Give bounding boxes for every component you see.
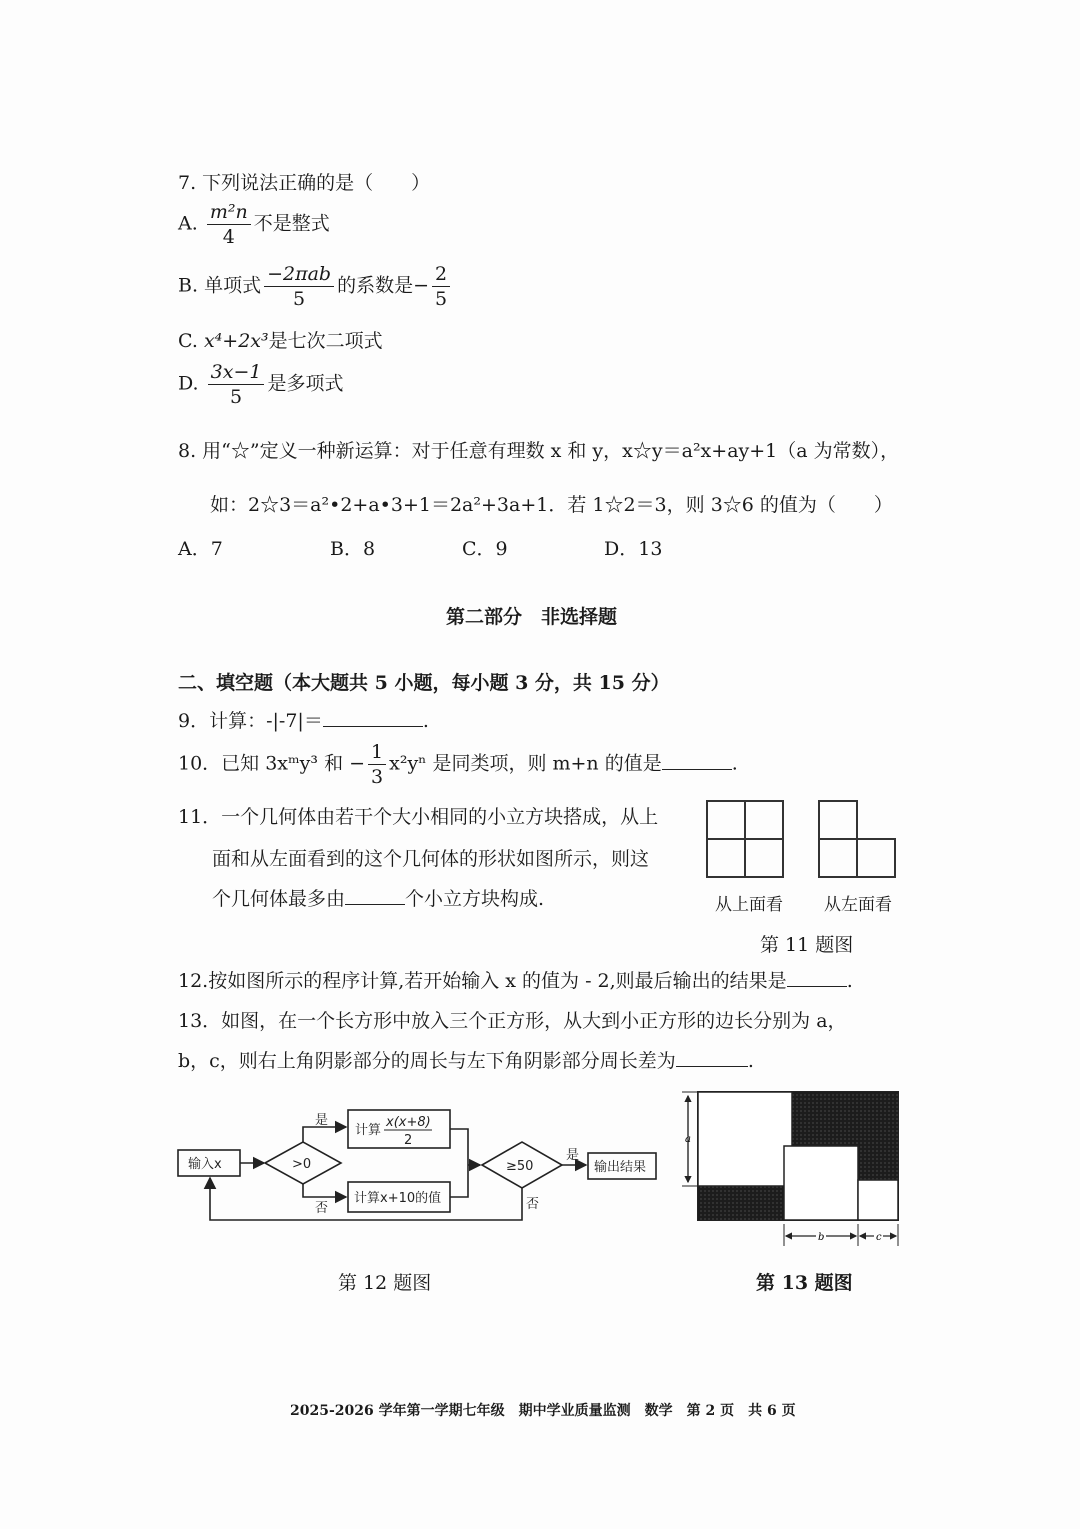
section2-title: 二、填空题（本大题共 5 小题，每小题 3 分，共 15 分） <box>178 672 670 694</box>
q7-b-den: 5 <box>293 288 306 310</box>
q11-left-view-label: 从左面看 <box>824 895 892 915</box>
q12-answer-blank[interactable] <box>787 968 847 987</box>
top-view-cell <box>706 800 746 840</box>
q7-d-den: 5 <box>230 386 243 408</box>
q10-post: x²yⁿ 是同类项，则 m+n 的值是 <box>389 752 662 775</box>
q12-caption: 第 12 题图 <box>338 1272 432 1294</box>
q10-end: . <box>731 752 738 775</box>
q7-b-num2: 2 <box>432 262 450 287</box>
q10-fraction <box>368 740 386 789</box>
q13-line1: 13．如图，在一个长方形中放入三个正方形，从大到小正方形的边长分别为 a， <box>178 1010 847 1032</box>
q8-option-d: D．13 <box>604 538 663 560</box>
flow-no2-text: 否 <box>526 1197 540 1212</box>
q13-label-b: b <box>818 1232 825 1243</box>
q8-option-b: B．8 <box>330 538 376 560</box>
q11-line3a: 个几何体最多由 <box>212 888 346 910</box>
q7-option-d <box>178 360 343 409</box>
q11-line3b: 个小立方块构成. <box>405 888 545 910</box>
q13-answer-blank[interactable] <box>676 1048 748 1067</box>
q8-option-c: C．9 <box>462 538 508 560</box>
flow-output-text: 输出结果 <box>594 1160 647 1175</box>
q12 <box>178 966 853 993</box>
q10-answer-blank[interactable] <box>662 751 732 770</box>
flow-input-text: 输入x <box>188 1157 222 1172</box>
q11-line2: 面和从左面看到的这个几何体的形状如图所示，则这 <box>212 848 650 870</box>
q8-option-a: A．7 <box>178 538 223 560</box>
q7-a-den: 4 <box>222 226 235 248</box>
q13-line2: b，c，则右上角阴影部分的周长与左下角阴影部分周长差为 <box>178 1050 676 1072</box>
q9-text: 9．计算：-|-7|＝ <box>178 710 323 732</box>
q13-square-b <box>784 1146 858 1220</box>
q11-answer-blank[interactable] <box>345 886 405 905</box>
q7-c-label: C. <box>178 330 198 352</box>
flow-cond1-text: >0 <box>292 1157 312 1172</box>
q11-top-view-label: 从上面看 <box>715 895 783 915</box>
q7-c-expr: x⁴+2x³ <box>203 330 269 352</box>
left-view-cell <box>856 838 896 878</box>
q12-end: . <box>846 970 853 992</box>
left-view-cell <box>818 800 858 840</box>
q9-end: . <box>422 710 429 732</box>
q7-b-num: −2πab <box>264 262 334 287</box>
flow-calc1-num: x(x+8) <box>386 1115 431 1130</box>
q7-b-label: B. <box>178 274 199 297</box>
q7-option-c <box>178 326 383 353</box>
q7-option-a <box>178 200 330 249</box>
q7-d-fraction <box>208 360 265 409</box>
top-view-cell <box>706 838 746 878</box>
flow-cond2-text: ≥50 <box>506 1159 534 1174</box>
q12-flowchart <box>170 1100 670 1240</box>
q7-a-text: 不是整式 <box>253 212 330 235</box>
flow-calc1-den: 2 <box>404 1133 413 1148</box>
q11-line3 <box>212 884 544 911</box>
q8-line1: 8. 用“☆”定义一种新运算：对于任意有理数 x 和 y，x☆y＝a²x+ay+1（a 为常数）， <box>178 440 900 462</box>
q7-b-fraction <box>264 262 334 311</box>
q7-option-b <box>178 262 453 311</box>
q10-pre: 10．已知 3xᵐy³ 和 − <box>178 752 366 775</box>
q13-caption: 第 13 题图 <box>756 1272 853 1294</box>
q13-line2-wrap <box>178 1046 754 1073</box>
q7-c-text: 是七次二项式 <box>268 330 383 352</box>
q11-line1: 11．一个几何体由若干个大小相同的小立方块搭成，从上 <box>178 806 659 828</box>
q13-label-c: c <box>876 1232 882 1243</box>
q7-d-label: D. <box>178 372 199 395</box>
top-view-cell <box>744 838 784 878</box>
q8-line2: 如：2☆3＝a²•2+a•3+1＝2a²+3a+1．若 1☆2＝3，则 3☆6 的值为（ ） <box>210 494 893 516</box>
q10-den: 3 <box>371 766 384 788</box>
q13-square-c <box>858 1180 898 1220</box>
q7-b-den2: 5 <box>435 288 448 310</box>
top-view-cell <box>744 800 784 840</box>
q13-end: . <box>747 1050 754 1072</box>
q7-d-text: 是多项式 <box>267 372 344 395</box>
flow-calc2-text: 计算x+10的值 <box>354 1191 442 1206</box>
q7-b-mid: 的系数是− <box>337 274 429 297</box>
flow-no1-text: 否 <box>315 1201 329 1216</box>
q13-figure <box>676 1086 908 1254</box>
q13-square-a <box>698 1092 792 1186</box>
part2-title: 第二部分 非选择题 <box>446 606 618 628</box>
q9 <box>178 706 429 733</box>
flow-calc1-pre: 计算 <box>355 1123 382 1138</box>
q7-a-num: m²n <box>207 200 251 225</box>
q11-caption: 第 11 题图 <box>760 934 854 956</box>
q12-text: 12.按如图所示的程序计算,若开始输入 x 的值为 - 2,则最后输出的结果是 <box>178 970 787 992</box>
q7-a-fraction <box>207 200 251 249</box>
q7-d-num: 3x−1 <box>208 360 265 385</box>
flow-yes1-text: 是 <box>315 1113 329 1128</box>
q10 <box>178 740 738 789</box>
q9-answer-blank[interactable] <box>323 708 423 727</box>
q10-num: 1 <box>368 740 386 765</box>
flow-yes2-text: 是 <box>566 1148 580 1163</box>
q13-right-shade-strip <box>858 1146 898 1180</box>
left-view-cell <box>818 838 858 878</box>
q13-bottom-left-shade <box>698 1186 784 1220</box>
page-footer: 2025-2026 学年第一学期七年级 期中学业质量监测 数学 第 2 页 共 6 页 <box>290 1403 796 1419</box>
q7-a-label: A. <box>178 212 198 235</box>
q13-label-a: a <box>685 1134 691 1145</box>
q7-stem: 7. 下列说法正确的是（ ） <box>178 172 431 194</box>
q7-b-pre: 单项式 <box>204 274 262 297</box>
q13-top-right-shade <box>792 1092 898 1146</box>
q7-b-fraction2 <box>432 262 450 311</box>
